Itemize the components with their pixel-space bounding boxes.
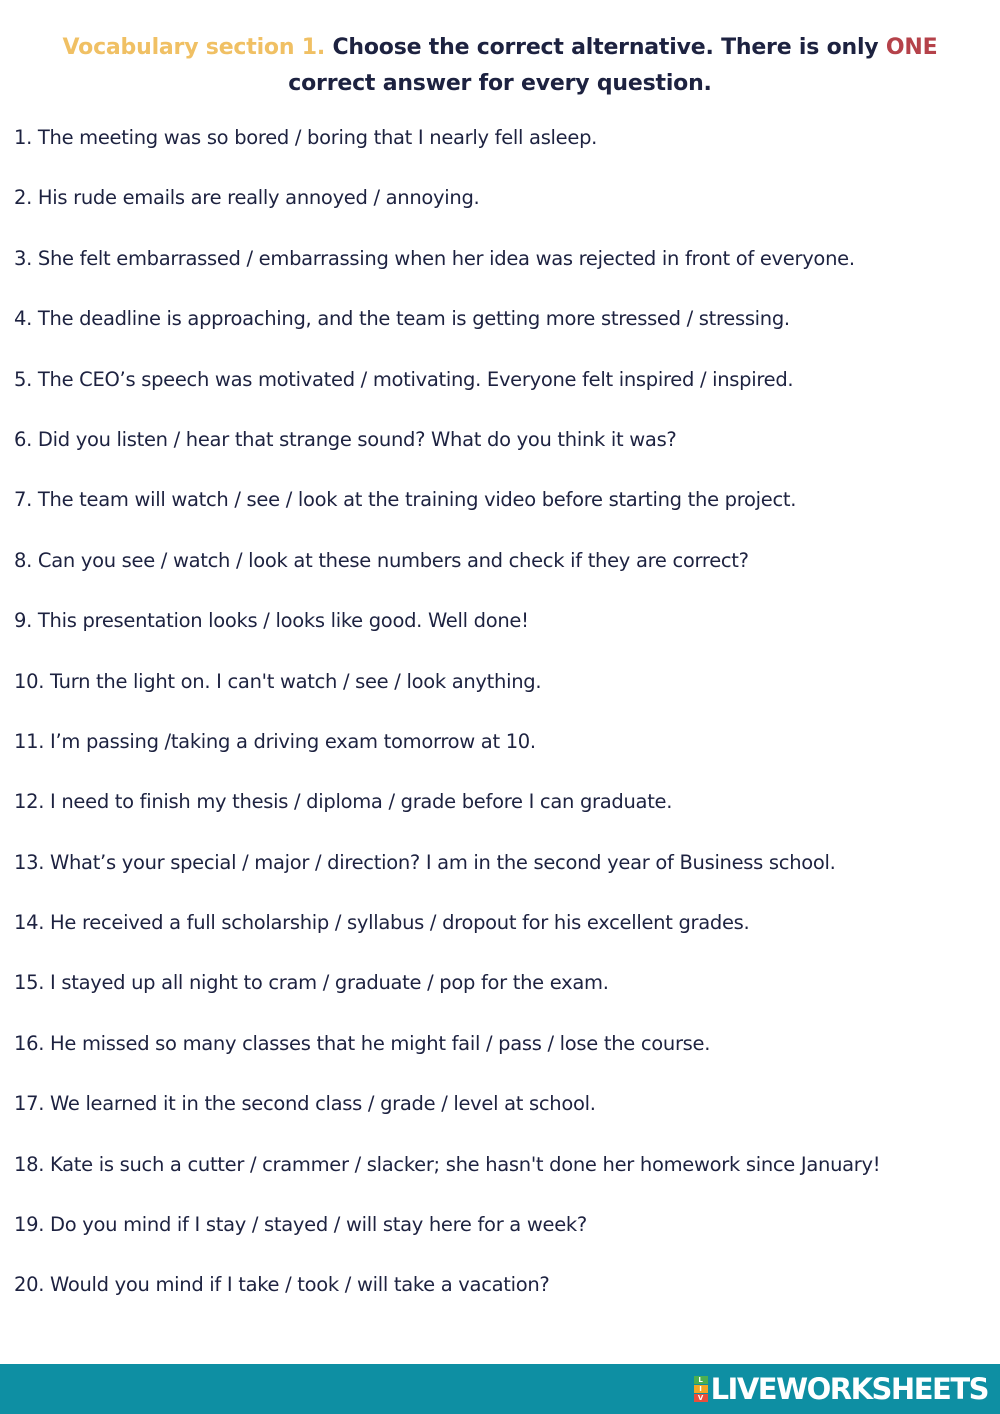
question-2: 2. His rude emails are really annoyed / annoying. xyxy=(14,186,480,210)
question-13: 13. What’s your special / major / direction? I am in the second year of Business school. xyxy=(14,850,836,874)
question-5: 5. The CEO’s speech was motivated / motivating. Everyone felt inspired / inspired. xyxy=(14,367,794,391)
instruction-highlight: ONE xyxy=(885,35,938,60)
question-17: 17. We learned it in the second class / grade / level at school. xyxy=(14,1092,596,1116)
badge-letter-i: I xyxy=(694,1385,708,1393)
worksheet-title xyxy=(40,30,960,102)
question-14: 14. He received a full scholarship / syllabus / dropout for his excellent grades. xyxy=(14,911,750,935)
brand-name: LIVEWORKSHEETS xyxy=(710,1372,988,1406)
liveworksheets-logo[interactable] xyxy=(694,1373,988,1405)
question-18: 18. Kate is such a cutter / crammer / slacker; she hasn't done her homework since January! xyxy=(14,1152,881,1176)
badge-letter-l: L xyxy=(694,1376,708,1384)
question-12: 12. I need to finish my thesis / diploma / grade before I can graduate. xyxy=(14,790,673,814)
instruction-text-end: correct answer for every question. xyxy=(288,71,712,96)
question-6: 6. Did you listen / hear that strange sound? What do you think it was? xyxy=(14,427,677,451)
question-16: 16. He missed so many classes that he might fail / pass / lose the course. xyxy=(14,1031,711,1055)
question-20: 20. Would you mind if I take / took / will take a vacation? xyxy=(14,1273,550,1297)
question-3: 3. She felt embarrassed / embarrassing when her idea was rejected in front of everyone. xyxy=(14,246,855,270)
footer-bar xyxy=(0,1364,1000,1414)
question-19: 19. Do you mind if I stay / stayed / will stay here for a week? xyxy=(14,1213,587,1237)
live-badge-icon xyxy=(694,1376,708,1403)
badge-letter-v: V xyxy=(694,1394,708,1402)
question-9: 9. This presentation looks / looks like good. Well done! xyxy=(14,609,529,633)
question-8: 8. Can you see / watch / look at these numbers and check if they are correct? xyxy=(14,548,749,572)
question-list xyxy=(14,120,989,1328)
instruction-text: Choose the correct alternative. There is only xyxy=(325,35,886,60)
question-4: 4. The deadline is approaching, and the team is getting more stressed / stressing. xyxy=(14,307,790,331)
section-label: Vocabulary section 1. xyxy=(62,35,326,60)
question-1: 1. The meeting was so bored / boring that I nearly fell asleep. xyxy=(14,126,598,149)
question-11: 11. I’m passing /taking a driving exam tomorrow at 10. xyxy=(14,729,536,753)
question-15: 15. I stayed up all night to cram / graduate / pop for the exam. xyxy=(14,971,609,995)
question-10: 10. Turn the light on. I can't watch / see / look anything. xyxy=(14,669,542,693)
question-7: 7. The team will watch / see / look at the training video before starting the project. xyxy=(14,488,797,512)
